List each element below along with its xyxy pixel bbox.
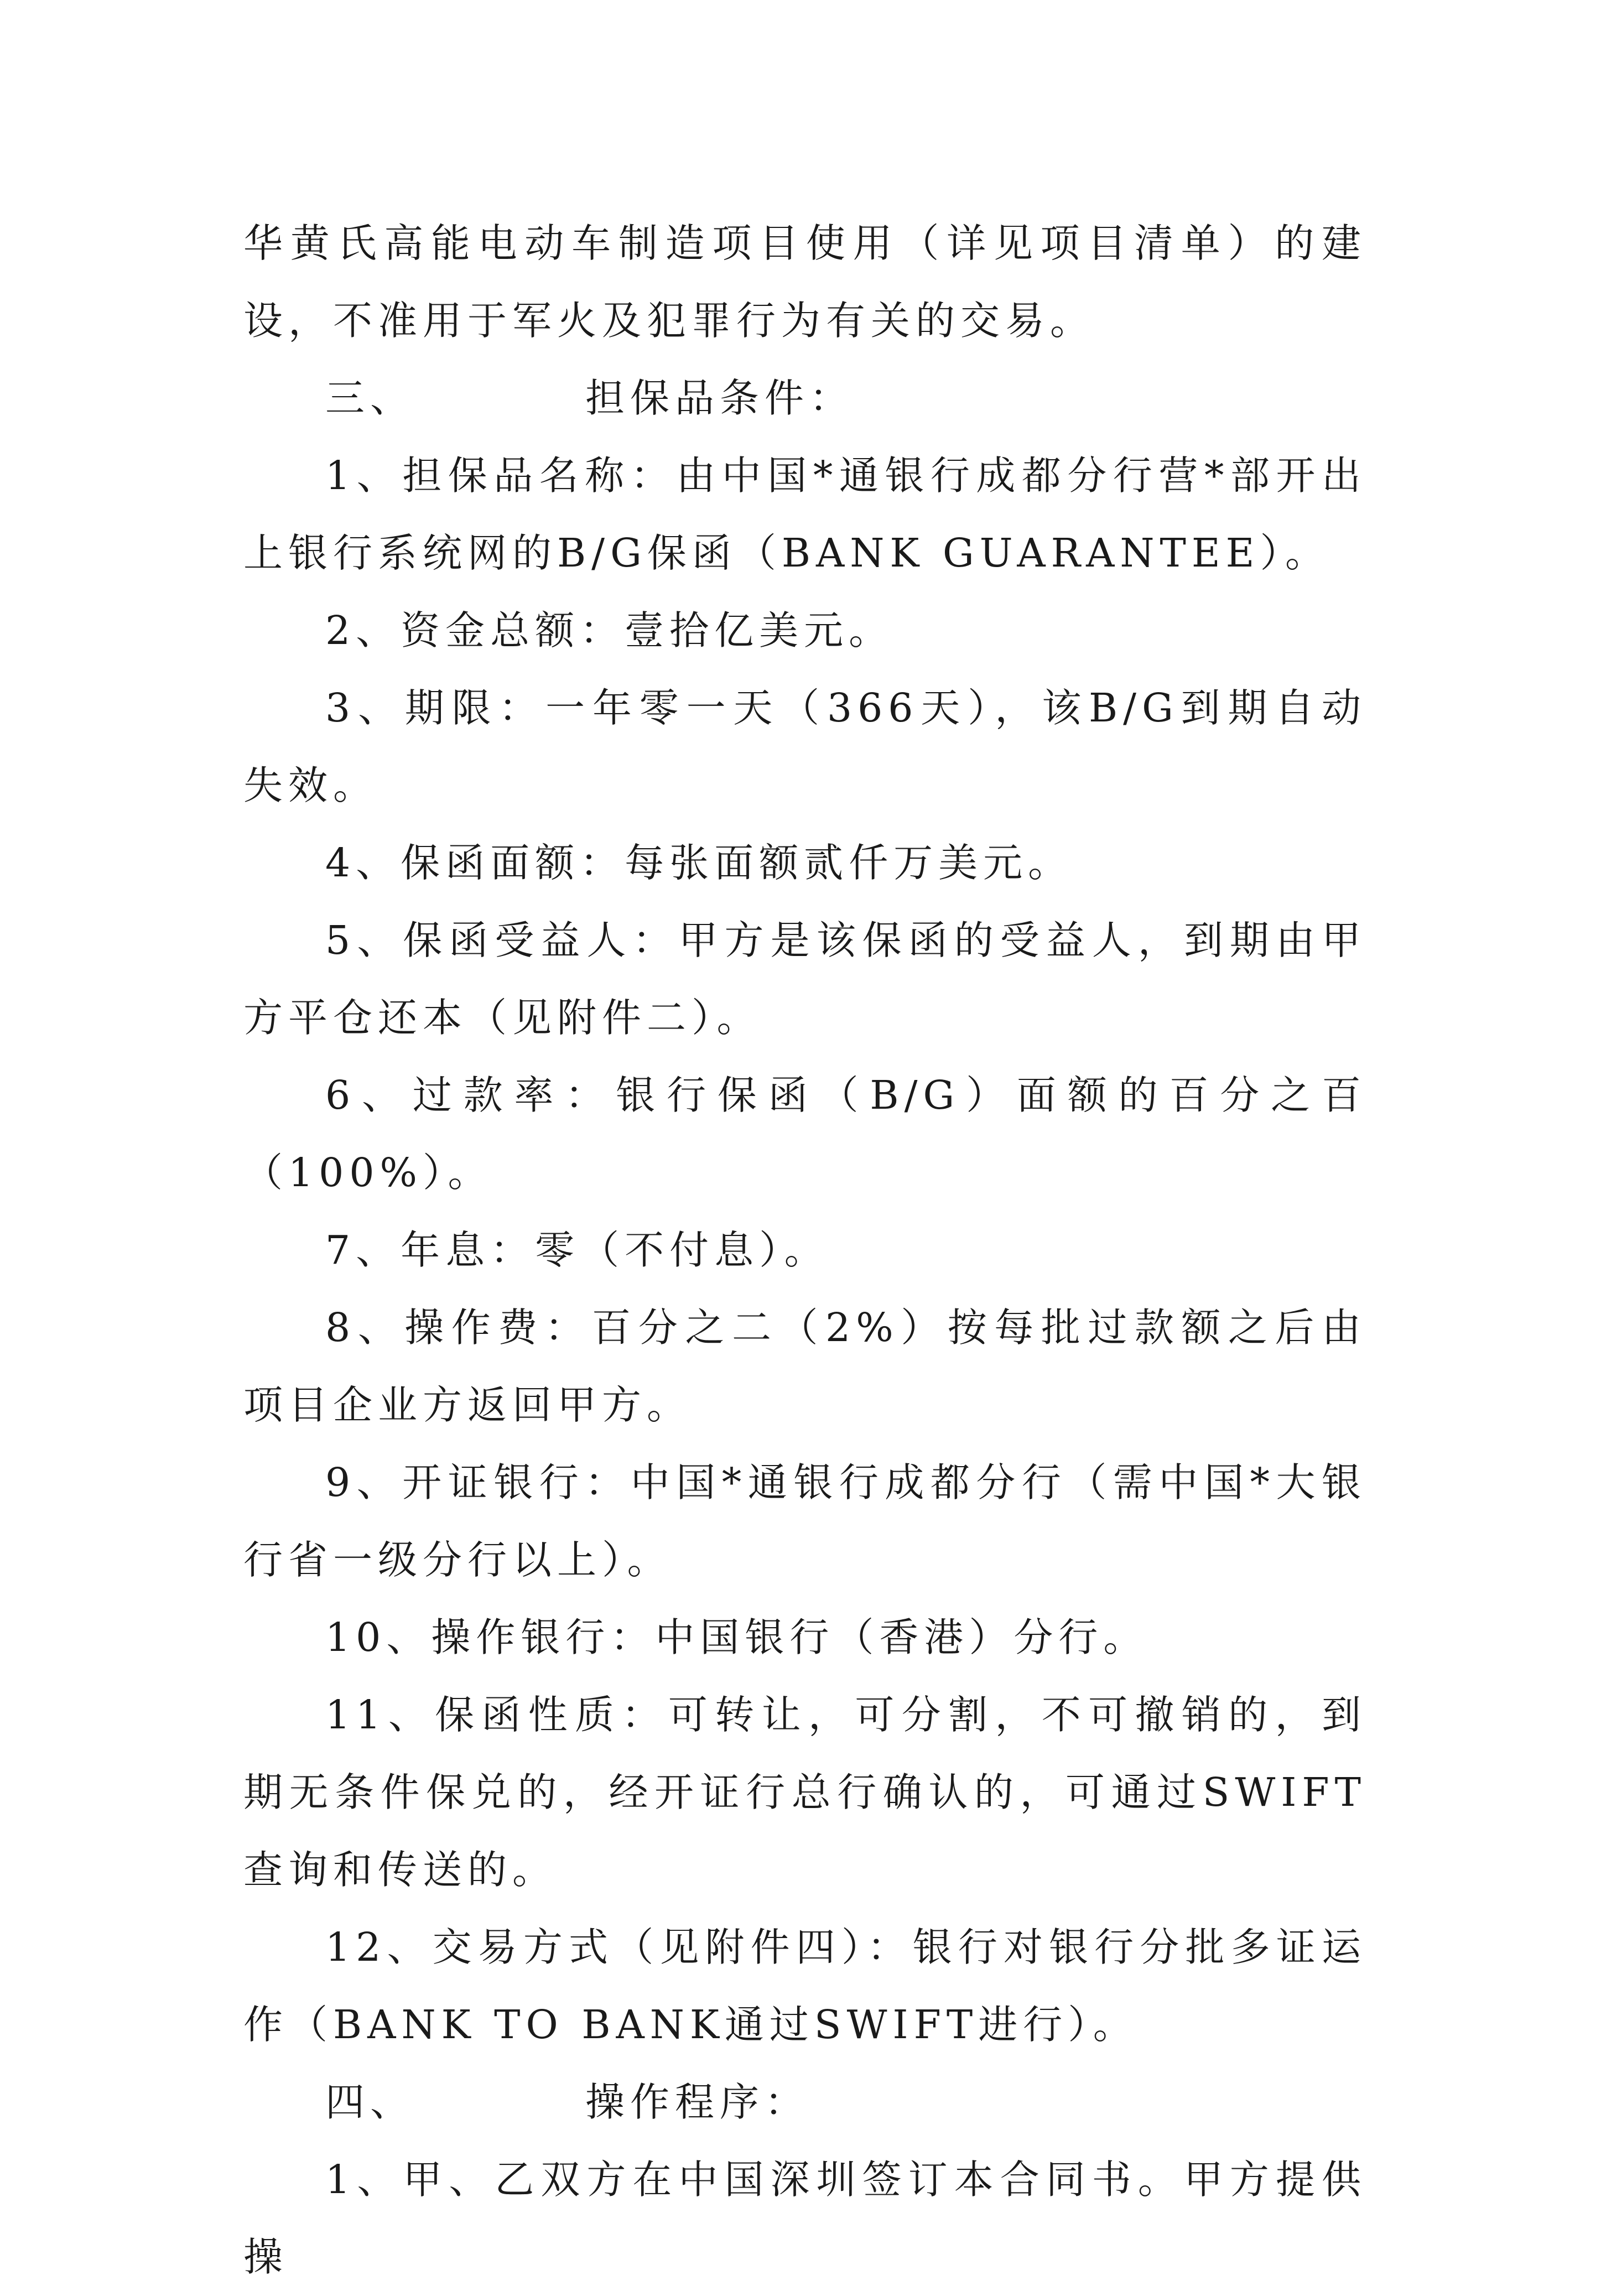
list-item: 4、保函面额：每张面额贰仟万美元。 [325, 840, 1073, 886]
section-title: 操作程序： [585, 2079, 810, 2125]
list-item: 3、期限：一年零一天（366天），该B/G到期自动失效。 [243, 685, 1366, 808]
section-heading-3 [243, 360, 1366, 437]
list-item: 10、操作银行：中国银行（香港）分行。 [325, 1614, 1148, 1660]
paragraph-continuation: 华黄氏高能电动车制造项目使用（详见项目清单）的建设，不准用于军火及犯罪行为有关的交易。 [243, 220, 1366, 344]
section-heading-4 [243, 2064, 1366, 2141]
document-body [243, 205, 1366, 2296]
list-item: 12、交易方式（见附件四）：银行对银行分批多证运作（BANK TO BANK通过SWIFT进行）。 [243, 1924, 1366, 2048]
section-number: 三、 [325, 375, 415, 421]
section-title: 担保品条件： [585, 375, 855, 421]
list-item: 7、年息：零（不付息）。 [325, 1227, 829, 1273]
list-item: 2、资金总额：壹拾亿美元。 [325, 607, 894, 653]
list-item: 9、开证银行：中国*通银行成都分行（需中国*大银行省一级分行以上）。 [243, 1459, 1366, 1583]
list-item: 1、甲、乙双方在中国深圳签订本合同书。甲方提供操 [243, 2157, 1366, 2280]
list-item: 1、担保品名称：由中国*通银行成都分行营*部开出上银行系统网的B/G保函（BANK GUARANTEE）。 [243, 453, 1366, 576]
list-item: 5、保函受益人：甲方是该保函的受益人，到期由甲方平仓还本（见附件二）。 [243, 917, 1366, 1041]
list-item: 8、操作费：百分之二（2%）按每批过款额之后由项目企业方返回甲方。 [243, 1305, 1366, 1428]
list-item: 11、保函性质：可转让，可分割，不可撤销的，到期无条件保兑的，经开证行总行确认的，可通过SWIFT查询和传送的。 [243, 1692, 1366, 1893]
section-number: 四、 [325, 2079, 415, 2125]
list-item: 6、过款率：银行保函（B/G）面额的百分之百（100%）。 [243, 1072, 1366, 1196]
